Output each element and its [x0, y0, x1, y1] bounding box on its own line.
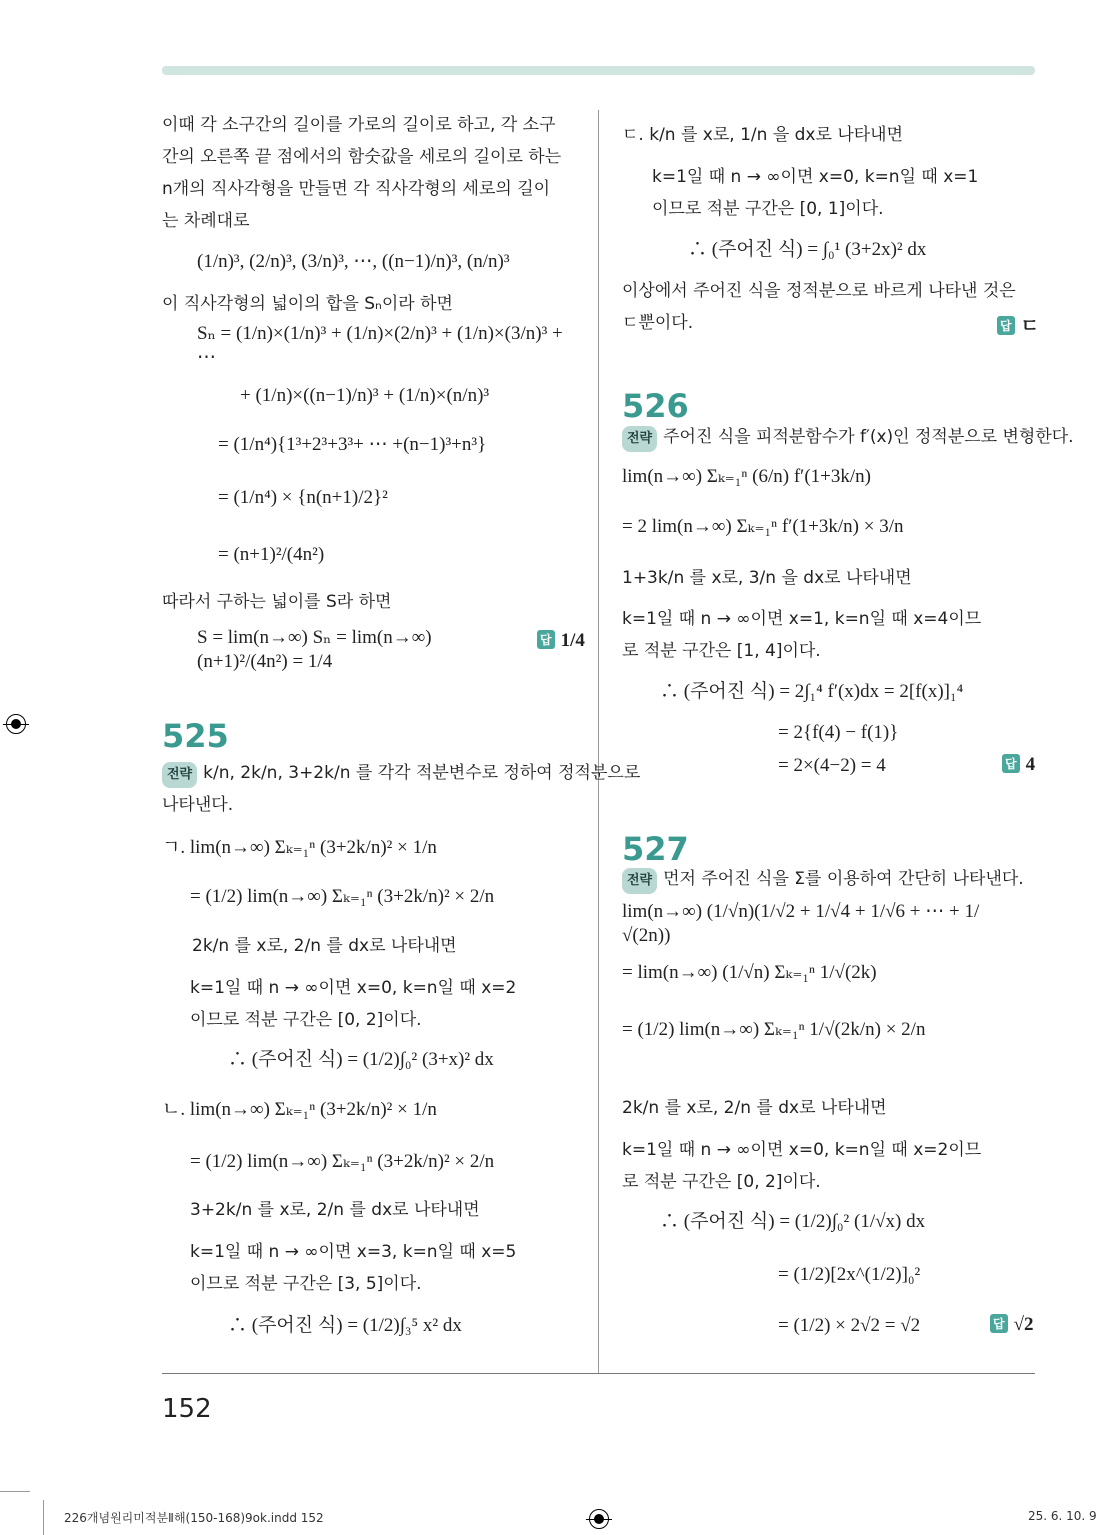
math-line: = (1/n⁴){1³+2³+3³+ ⋯ +(n−1)³+n³}	[218, 434, 487, 455]
math-line: Sₙ = (1/n)×(1/n)³ + (1/n)×(2/n)³ + (1/n)×(3/n)³ + ⋯	[197, 323, 563, 368]
strategy-tag: 전략	[622, 426, 657, 452]
math-line: ∴ (주어진 식) = ∫₀¹ (3+2x)² dx	[688, 239, 927, 260]
text-line: 따라서 구하는 넓이를 S라 하면	[162, 592, 392, 612]
answer-value: 1/4	[560, 630, 585, 651]
text-line: 이 직사각형의 넓이의 합을 Sₙ이라 하면	[162, 294, 453, 314]
text-line: 로 적분 구간은 [1, 4]이다.	[622, 641, 821, 661]
answer-badge: 답	[537, 630, 555, 649]
math-line: = (n+1)²/(4n²)	[218, 544, 325, 565]
bottom-rule	[162, 1373, 1035, 1374]
text-line: k=1일 때 n → ∞이면 x=1, k=n일 때 x=4이므	[622, 609, 982, 629]
text-line: 이므로 적분 구간은 [0, 2]이다.	[190, 1010, 422, 1030]
text-line: 로 적분 구간은 [0, 2]이다.	[622, 1172, 821, 1192]
math-line: lim(n→∞) (1/√n)(1/√2 + 1/√4 + 1/√6 + ⋯ + 1/√(2n))	[622, 901, 980, 946]
text-line: 이때 각 소구간의 길이를 가로의 길이로 하고, 각 소구	[162, 115, 556, 135]
math-line: = 2 lim(n→∞) Σₖ₌₁ⁿ f′(1+3k/n) × 3/n	[622, 516, 904, 537]
strategy-text: k/n, 2k/n, 3+2k/n 를 각각 적분변수로 정하여 정적분으로	[203, 763, 641, 783]
text-line: 1+3k/n 를 x로, 3/n 을 dx로 나타내면	[622, 568, 912, 588]
registration-mark-icon	[6, 714, 26, 734]
footer-date: 25. 6. 10. 9	[1028, 1509, 1097, 1523]
text-line: 2k/n 를 x로, 2/n 를 dx로 나타내면	[192, 936, 457, 956]
answer	[997, 311, 1039, 338]
math-line: ∴ (주어진 식) = (1/2)∫₀² (1/√x) dx	[660, 1211, 926, 1232]
text-line: ㄷ. k/n 를 x로, 1/n 을 dx로 나타내면	[622, 125, 904, 145]
problem-number-527: 527	[622, 830, 689, 868]
answer	[537, 630, 585, 652]
text-line: 이므로 적분 구간은 [3, 5]이다.	[190, 1274, 422, 1294]
footer-filename: 226개념원리미적분Ⅱ해(150-168)9ok.indd 152	[64, 1511, 324, 1525]
text-line: 는 차례대로	[162, 211, 250, 231]
strategy-line	[622, 867, 1024, 894]
page-number: 152	[162, 1394, 212, 1424]
math-line: ∴ (주어진 식) = (1/2)∫₃⁵ x² dx	[228, 1315, 462, 1336]
math-line: (1/n)³, (2/n)³, (3/n)³, ⋯, ((n−1)/n)³, (n/n)³	[197, 251, 510, 272]
strategy-text: 주어진 식을 피적분함수가 f′(x)인 정적분으로 변형한다.	[663, 427, 1074, 447]
strategy-line	[162, 761, 640, 788]
strategy-text: 먼저 주어진 식을 Σ를 이용하여 간단히 나타낸다.	[663, 869, 1024, 889]
header-bar	[162, 66, 1035, 75]
strategy-tag: 전략	[622, 868, 657, 894]
text-line: k=1일 때 n → ∞이면 x=0, k=n일 때 x=1	[652, 167, 979, 187]
math-line: + (1/n)×((n−1)/n)³ + (1/n)×(n/n)³	[240, 385, 490, 406]
text-line: 3+2k/n 를 x로, 2/n 를 dx로 나타내면	[190, 1200, 480, 1220]
text-line: 나타낸다.	[162, 795, 234, 815]
math-line: = (1/2) × 2√2 = √2	[778, 1315, 921, 1336]
math-line: = (1/2)[2x^(1/2)]₀²	[778, 1264, 921, 1285]
math-line: ㄴ. lim(n→∞) Σₖ₌₁ⁿ (3+2k/n)² × 1/n	[162, 1099, 437, 1120]
answer-badge: 답	[990, 1314, 1008, 1333]
answer-value: 4	[1025, 754, 1036, 775]
text-line: k=1일 때 n → ∞이면 x=3, k=n일 때 x=5	[190, 1242, 517, 1262]
strategy-line	[622, 425, 1074, 452]
math-line: = (1/n⁴) × {n(n+1)/2}²	[218, 487, 388, 508]
text-line: k=1일 때 n → ∞이면 x=0, k=n일 때 x=2이므	[622, 1140, 982, 1160]
text-line: 간의 오른쪽 끝 점에서의 함숫값을 세로의 길이로 하는	[162, 147, 562, 167]
text-line: 이므로 적분 구간은 [0, 1]이다.	[652, 199, 884, 219]
math-line: = (1/2) lim(n→∞) Σₖ₌₁ⁿ (3+2k/n)² × 2/n	[190, 1151, 495, 1172]
answer-value: ㄷ	[1020, 316, 1039, 337]
problem-number-526: 526	[622, 387, 689, 425]
math-line: = 2{f(4) − f(1)}	[778, 722, 899, 743]
text-line: ㄷ뿐이다.	[622, 313, 694, 333]
math-line: lim(n→∞) Σₖ₌₁ⁿ (6/n) f′(1+3k/n)	[622, 466, 871, 487]
column-divider	[598, 110, 599, 1373]
math-line: ∴ (주어진 식) = 2∫₁⁴ f′(x)dx = 2[f(x)]₁⁴	[660, 681, 964, 702]
crop-mark	[0, 1491, 30, 1492]
math-line: = (1/2) lim(n→∞) Σₖ₌₁ⁿ 1/√(2k/n) × 2/n	[622, 1019, 926, 1040]
answer	[990, 1314, 1034, 1336]
math-line: = (1/2) lim(n→∞) Σₖ₌₁ⁿ (3+2k/n)² × 2/n	[190, 886, 495, 907]
math-line: ㄱ. lim(n→∞) Σₖ₌₁ⁿ (3+2k/n)² × 1/n	[162, 837, 437, 858]
registration-mark-icon	[589, 1509, 609, 1529]
math-line: S = lim(n→∞) Sₙ = lim(n→∞) (n+1)²/(4n²) = 1/4	[197, 627, 432, 672]
answer-badge: 답	[997, 316, 1015, 335]
answer	[1002, 754, 1035, 776]
math-line: = 2×(4−2) = 4	[778, 755, 886, 776]
math-line: ∴ (주어진 식) = (1/2)∫₀² (3+x)² dx	[228, 1049, 494, 1070]
crop-mark	[43, 1500, 44, 1535]
problem-number-525: 525	[162, 717, 229, 755]
answer-value: √2	[1013, 1314, 1034, 1335]
text-line: n개의 직사각형을 만들면 각 직사각형의 세로의 길이	[162, 179, 551, 199]
math-line: = lim(n→∞) (1/√n) Σₖ₌₁ⁿ 1/√(2k)	[622, 962, 877, 983]
text-line: 2k/n 를 x로, 2/n 를 dx로 나타내면	[622, 1098, 887, 1118]
text-line: k=1일 때 n → ∞이면 x=0, k=n일 때 x=2	[190, 978, 517, 998]
answer-badge: 답	[1002, 754, 1020, 773]
text-line: 이상에서 주어진 식을 정적분으로 바르게 나타낸 것은	[622, 281, 1016, 301]
strategy-tag: 전략	[162, 762, 197, 788]
